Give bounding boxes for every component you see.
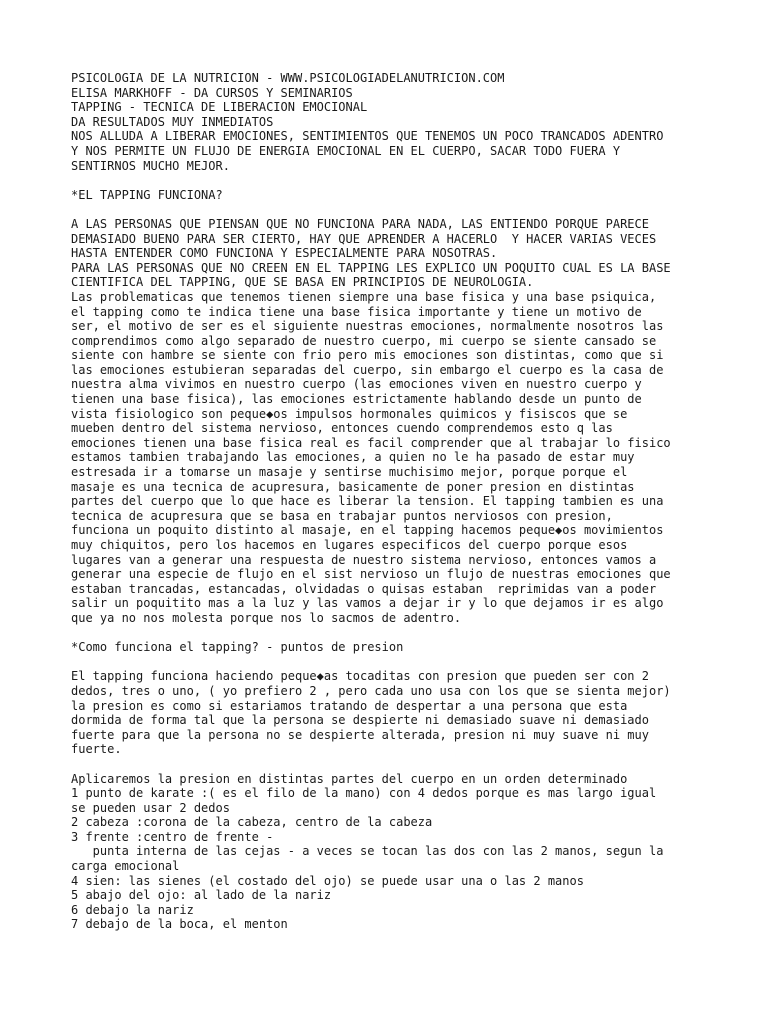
text-line: muy chiquitos, pero los hacemos en lugares especificos del cuerpo porque esos: [71, 538, 628, 552]
text-line: El tapping funciona haciendo peque◆as tocaditas con presion que pueden ser con 2: [71, 669, 649, 684]
text-line: estamos tambien trabajando las emociones, a quien no le ha pasado de estar muy: [71, 450, 635, 465]
text-line: generar una especie de flujo en el sist nervioso un flujo de nuestras emociones que: [71, 567, 671, 582]
text-line: dormida de forma tal que la persona se despierte ni demasiado suave ni demasiado: [71, 713, 649, 728]
text-line: 1 punto de karate :( es el filo de la mano) con 4 dedos porque es mas largo igual: [71, 786, 657, 801]
text-line: CIENTIFICA DEL TAPPING, QUE SE BASA EN PRINCIPIOS DE NEUROLOGIA.: [71, 275, 534, 290]
text-line: DEMASIADO BUENO PARA SER CIERTO, HAY QUE APRENDER A HACERLO Y HACER VARIAS VECES: [71, 231, 657, 246]
document-body: [71, 71, 728, 932]
text-line: estaban trancadas, estancadas, olvidadas o quisas estaban reprimidas van a poder: [71, 581, 657, 596]
text-line: fuerte para que la persona no se despierte alterada, presion ni muy suave ni muy: [71, 727, 649, 742]
text-line: lugares van a generar una respuesta de nuestro sistema nervioso, entonces vamos a: [71, 552, 657, 567]
text-line: Y NOS PERMITE UN FLUJO DE ENERGIA EMOCIONAL EN EL CUERPO, SACAR TODO FUERA Y: [71, 143, 621, 158]
text-line: estresada ir a tomarse un masaje y sentirse muchisimo mejor, porque porque el: [71, 465, 628, 480]
text-line: el tapping como te indica tiene una base fisica importante y tiene un motivo de: [71, 304, 642, 319]
text-line: SENTIRNOS MUCHO MEJOR.: [71, 158, 230, 173]
text-line: siente con hambre se siente con frio pero mis emociones son distintas, como que si: [71, 348, 664, 363]
text-line: masaje es una tecnica de acupresura, basicamente de poner presion en distintas: [71, 479, 635, 494]
text-line: la presion es como si estariamos tratando de despertar a una persona que esta: [71, 698, 628, 713]
text-line: punta interna de las cejas - a veces se tocan las dos con las 2 manos, segun la: [71, 844, 664, 859]
text-line: *Como funciona el tapping? - puntos de presion: [71, 640, 404, 655]
text-line: 5 abajo del ojo: al lado de la nariz: [71, 888, 332, 903]
text-line: *EL TAPPING FUNCIONA?: [71, 187, 223, 202]
text-line: ser, el motivo de ser es el siguiente nuestras emociones, normalmente nosotros las: [71, 319, 664, 334]
text-line: 3 frente :centro de frente -: [71, 829, 274, 844]
text-line: NOS ALLUDA A LIBERAR EMOCIONES, SENTIMIENTOS QUE TENEMOS UN POCO TRANCADOS ADENTRO: [71, 129, 664, 144]
text-line: 2 cabeza :corona de la cabeza, centro de la cabeza: [71, 815, 433, 830]
text-line: comprendimos como algo separado de nuestro cuerpo, mi cuerpo se siente cansado se: [71, 333, 657, 348]
text-line: dedos, tres o uno, ( yo prefiero 2 , pero cada uno usa con los que se sienta mejor): [71, 683, 671, 698]
text-line: las emociones estubieran separadas del cuerpo, sin embargo el cuerpo es la casa de: [71, 362, 664, 377]
text-line: funciona un poquito distinto al masaje, en el tapping hacemos peque◆os movimientos: [71, 523, 664, 538]
text-line: salir un poquitito mas a la luz y las vamos a dejar ir y lo que dejamos ir es algo: [71, 596, 664, 611]
text-line: partes del cuerpo que lo que hace es liberar la tension. El tapping tambien es una: [71, 494, 664, 509]
text-line: 4 sien: las sienes (el costado del ojo) se puede usar una o las 2 manos: [71, 873, 584, 888]
text-line: que ya no nos molesta porque nos lo sacmos de adentro.: [71, 610, 462, 625]
blank-line: [71, 173, 728, 188]
text-line: 6 debajo la nariz: [71, 902, 194, 917]
text-line: PSICOLOGIA DE LA NUTRICION - WWW.PSICOLOGIADELANUTRICION.COM: [71, 71, 505, 85]
text-line: nuestra alma vivimos en nuestro cuerpo (las emociones viven en nuestro cuerpo y: [71, 377, 642, 392]
text-line: A LAS PERSONAS QUE PIENSAN QUE NO FUNCIONA PARA NADA, LAS ENTIENDO PORQUE PARECE: [71, 216, 649, 231]
blank-line: [71, 202, 728, 217]
text-line: DA RESULTADOS MUY INMEDIATOS: [71, 114, 274, 129]
text-line: tienen una base fisica), las emociones estrictamente hablando desde un punto de: [71, 392, 642, 407]
text-line: carga emocional: [71, 859, 180, 874]
text-line: se pueden usar 2 dedos: [71, 800, 230, 815]
text-line: HASTA ENTENDER COMO FUNCIONA Y ESPECIALMENTE PARA NOSOTRAS.: [71, 246, 498, 261]
text-line: emociones tienen una base fisica real es facil comprender que al trabajar lo fisico: [71, 435, 671, 450]
text-line: fuerte.: [71, 742, 122, 757]
text-line: TAPPING - TECNICA DE LIBERACION EMOCIONAL: [71, 100, 368, 115]
text-line: Aplicaremos la presion en distintas partes del cuerpo en un orden determinado: [71, 771, 628, 786]
text-line: Las problematicas que tenemos tienen siempre una base fisica y una base psiquica,: [71, 289, 657, 304]
text-line: PARA LAS PERSONAS QUE NO CREEN EN EL TAPPING LES EXPLICO UN POQUITO CUAL ES LA BASE: [71, 260, 671, 275]
text-line: vista fisiologico son peque◆os impulsos hormonales quimicos y fisiscos que se: [71, 406, 628, 421]
blank-line: [71, 655, 728, 670]
text-line: mueben dentro del sistema nervioso, entonces cuendo comprendemos esto q las: [71, 421, 613, 436]
blank-line: [71, 626, 728, 641]
text-line: ELISA MARKHOFF - DA CURSOS Y SEMINARIOS: [71, 85, 353, 100]
text-line: 7 debajo de la boca, el menton: [71, 917, 288, 932]
text-line: tecnica de acupresura que se basa en trabajar puntos nerviosos con presion,: [71, 508, 613, 523]
blank-line: [71, 757, 728, 772]
